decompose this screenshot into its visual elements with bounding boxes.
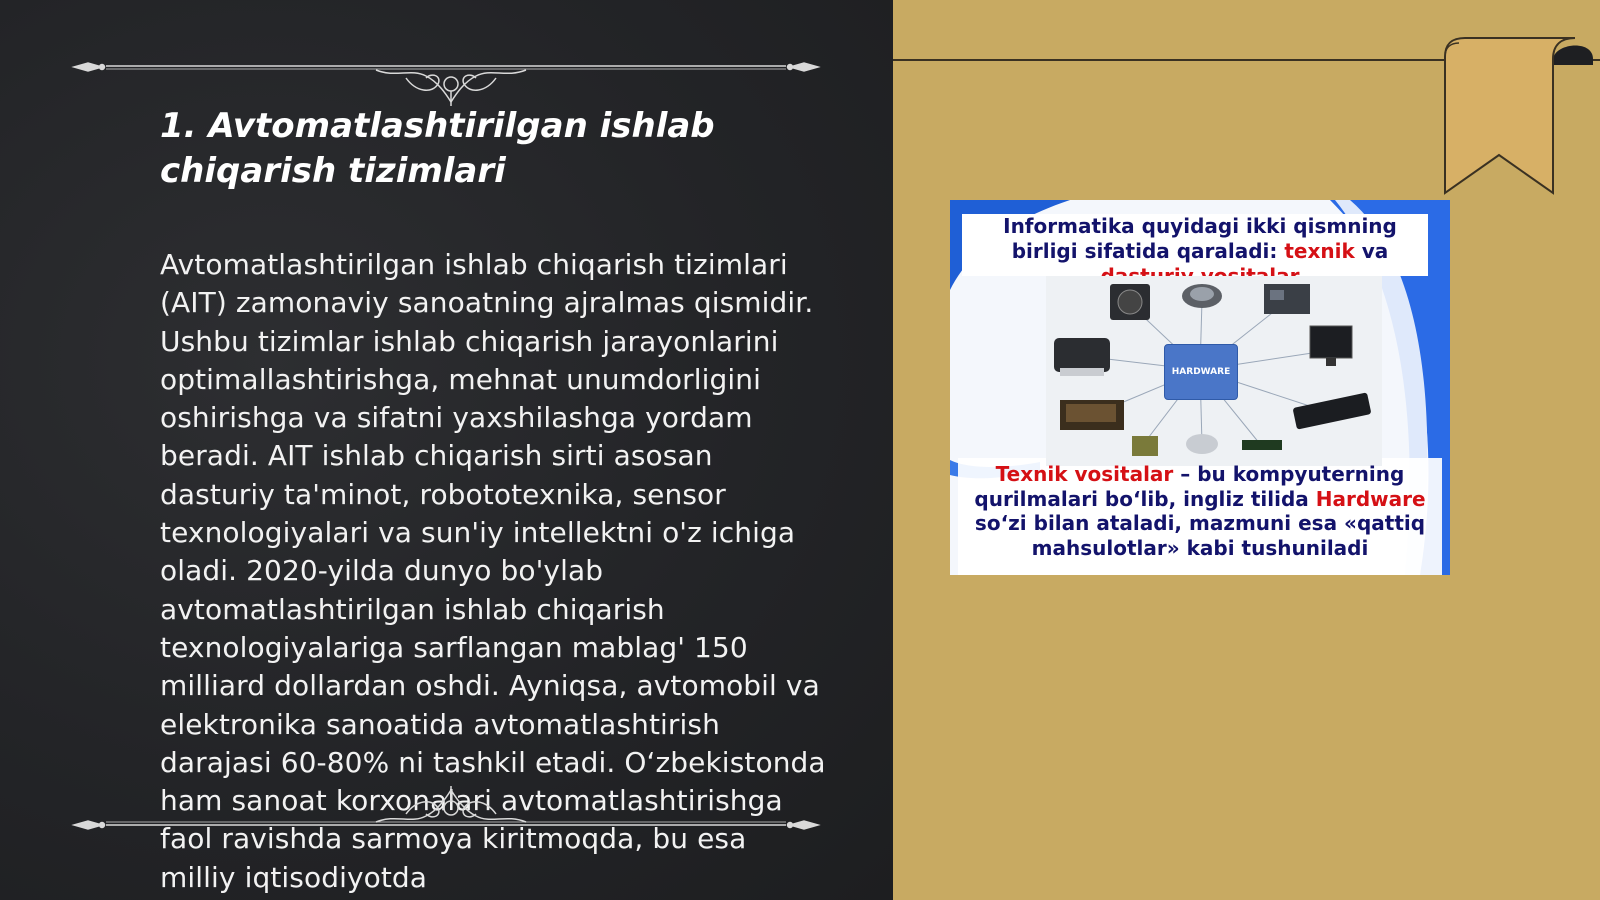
hardware-center-node: HARDWARE [1164,344,1238,400]
hardware-illustration [950,200,1450,575]
top-ornament-divider [66,48,826,108]
bookmark-ribbon-icon [1433,35,1600,200]
bottom-ornament-divider [66,780,826,840]
image-bottom-caption: Texnik vositalar – bu kompyuterning qurilmalari bo‘lib, ingliz tilida Hardware so‘zi bilan ataladi, mazmuni esa «qattiq mahsulotlar» kabi tushuniladi [974,462,1426,560]
image-top-caption: Informatika quyidagi ikki qismning birligi sifatida qaraladi: texnik va [1003,214,1397,263]
slide-body-text: Avtomatlashtirilgan ishlab chiqarish tizimlari (AIT) zamonaviy sanoatning ajralmas qismidir. Ushbu tizimlar ishlab chiqarish jarayonlarini optimallashtirishga, mehnat unumdorligini oshirishga va sifatni yaxshilashga yordam beradi. AIT ishlab chiqarish sirti asosan dasturiy ta'minot, robototexnika, sensor texnologiyalari va sun'iy intellektni o'z ichiga oladi. 2020-yilda dunyo bo'ylab avtomatlashtirilgan ishlab chiqarish texnologiyalariga sarflangan mablag' 150 milliard dollardan oshdi. Ayniqsa, avtomobil va elektronika sanoatida avtomatlashtirish darajasi 60-80% ni tashkil etadi. O‘zbekistonda ham sanoat korxonalari avtomatlashtirishga faol ravishda sarmoya kiritmoqda, bu esa milliy iqtisodiyotda [160,248,826,894]
slide-title: 1. Avtomatlashtirilgan ishlab chiqarish tizimlari [160,106,715,191]
